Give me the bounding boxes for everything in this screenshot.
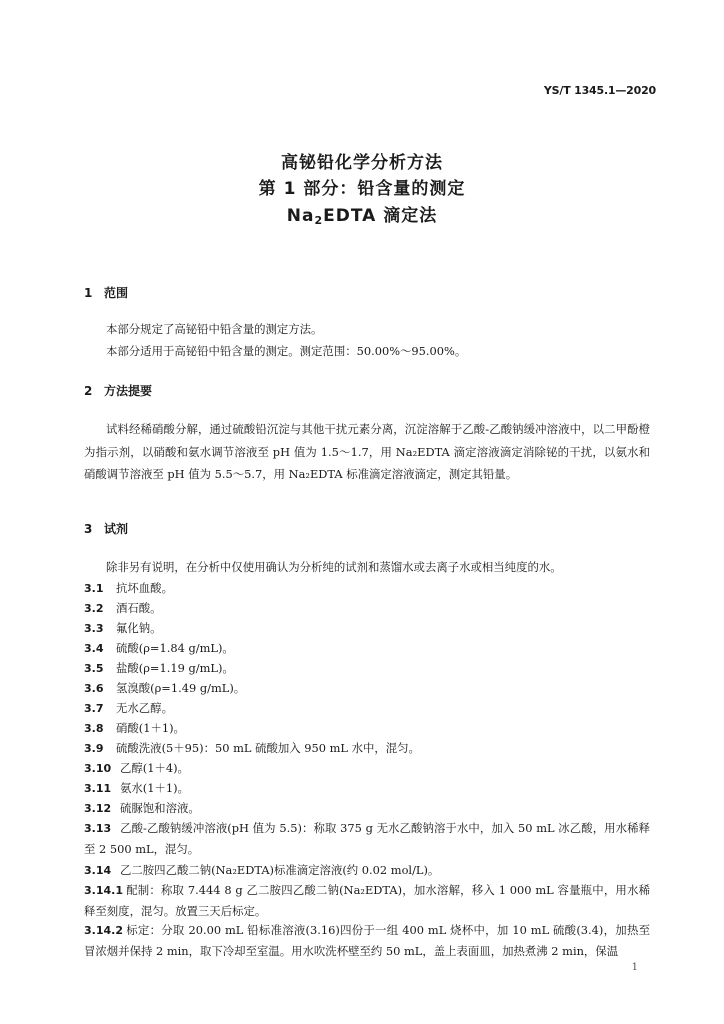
item-text: 氢溴酸(ρ=1.49 g/mL)。 (116, 681, 246, 695)
section-number: 2 (84, 384, 93, 398)
item-number: 3.6 (84, 682, 104, 695)
item-number: 3.4 (84, 642, 104, 655)
list-item (84, 618, 162, 639)
reagents-intro: 除非另有说明，在分析中仅使用确认为分析纯的试剂和蒸馏水或去离子水或相当纯度的水。 (106, 560, 562, 574)
section-heading-reagents (84, 520, 128, 537)
item-text: 硫酸洗液(5＋95)：50 mL 硫酸加入 950 mL 水中，混匀。 (116, 741, 420, 755)
section-title: 范围 (104, 286, 129, 300)
item-number: 3.12 (84, 802, 112, 815)
scope-paragraph-1: 本部分规定了高铋铅中铅含量的测定方法。 (106, 322, 323, 336)
list-item (84, 678, 245, 699)
standard-number: YS/T 1345.1—2020 (543, 84, 656, 97)
scope-paragraph-2: 本部分适用于高铋铅中铅含量的测定。测定范围：50.00%～95.00%。 (106, 344, 467, 358)
list-item (84, 598, 162, 619)
method-prefix: Na (286, 206, 315, 226)
item-number: 3.8 (84, 722, 104, 735)
item-number: 3.5 (84, 662, 104, 675)
item-text: 抗坏血酸。 (116, 581, 173, 595)
item-number: 3.3 (84, 622, 104, 635)
section-heading-scope (84, 284, 128, 301)
list-item (84, 638, 234, 659)
item-number: 3.13 (84, 822, 112, 835)
list-item (84, 718, 185, 739)
item-number: 3.9 (84, 742, 104, 755)
list-item (84, 758, 189, 779)
item-number: 3.14 (84, 864, 112, 877)
list-item (84, 698, 173, 719)
item-number: 3.14.1 (84, 884, 123, 897)
list-item (84, 778, 189, 799)
list-item (84, 920, 650, 962)
item-text: 氟化钠。 (116, 621, 162, 635)
item-text: 硫脲饱和溶液。 (120, 801, 200, 815)
item-number: 3.1 (84, 582, 104, 595)
section-number: 1 (84, 286, 93, 300)
document-title: 高铋铅化学分析方法 (281, 153, 443, 173)
document-subtitle: 第 1 部分：铅含量的测定 (258, 179, 466, 199)
list-item (84, 578, 173, 599)
principle-paragraph: 试料经稀硝酸分解，通过硫酸铅沉淀与其他干扰元素分离，沉淀溶解于乙酸-乙酸钠缓冲溶液中，以二甲酚橙为指示剂，以硝酸和氨水调节溶液至 pH 值为 1.5～1.7，用 Na₂EDTA 滴定溶液滴定消除铋的干扰，以氨水和硝酸调节溶液至 pH 值为 5.5～5.7，用 Na₂EDTA 标准滴定溶液滴定，测定其铅量。 (84, 422, 650, 481)
method-subscript: 2 (314, 214, 324, 227)
item-text: 乙醇(1＋4)。 (120, 761, 189, 775)
item-text: 乙二胺四乙酸二钠(Na₂EDTA)标准滴定溶液(约 0.02 mol/L)。 (120, 863, 440, 877)
list-item (84, 738, 420, 759)
item-text: 配制：称取 7.444 8 g 乙二胺四乙酸二钠(Na₂EDTA)，加水溶解，移入 1 000 mL 容量瓶中，用水稀释至刻度，混匀。放置三天后标定。 (84, 883, 650, 918)
item-text: 盐酸(ρ=1.19 g/mL)。 (116, 661, 234, 675)
item-text: 酒石酸。 (116, 601, 162, 615)
page-number: 1 (631, 962, 638, 973)
section-heading-principle (84, 382, 152, 399)
item-number: 3.2 (84, 602, 104, 615)
document-method-title (0, 201, 724, 227)
list-item (84, 798, 200, 819)
item-text: 标定：分取 20.00 mL 铅标准溶液(3.16)四份于一组 400 mL 烧杯中，加 10 mL 硫酸(3.4)，加热至冒浓烟并保持 2 min，取下冷却至室温。用水吹洗杯壁至约 50 mL，盖上表面皿，加热煮沸 2 min，保温 (84, 923, 650, 958)
section-title: 方法提要 (104, 384, 153, 398)
section-title: 试剂 (104, 522, 129, 536)
item-text: 硫酸(ρ=1.84 g/mL)。 (116, 641, 234, 655)
list-item (84, 880, 650, 922)
item-text: 硝酸(1＋1)。 (116, 721, 185, 735)
list-item (84, 860, 439, 881)
method-suffix: EDTA 滴定法 (323, 206, 438, 226)
item-number: 3.11 (84, 782, 112, 795)
item-text: 乙酸-乙酸钠缓冲溶液(pH 值为 5.5)：称取 375 g 无水乙酸钠溶于水中，加入 50 mL 冰乙酸，用水稀释至 2 500 mL，混匀。 (84, 821, 650, 856)
item-number: 3.14.2 (84, 924, 123, 937)
list-item (84, 818, 650, 860)
item-text: 无水乙醇。 (116, 701, 173, 715)
section-number: 3 (84, 522, 93, 536)
item-number: 3.7 (84, 702, 104, 715)
item-text: 氨水(1＋1)。 (120, 781, 189, 795)
list-item (84, 658, 234, 679)
item-number: 3.10 (84, 762, 112, 775)
